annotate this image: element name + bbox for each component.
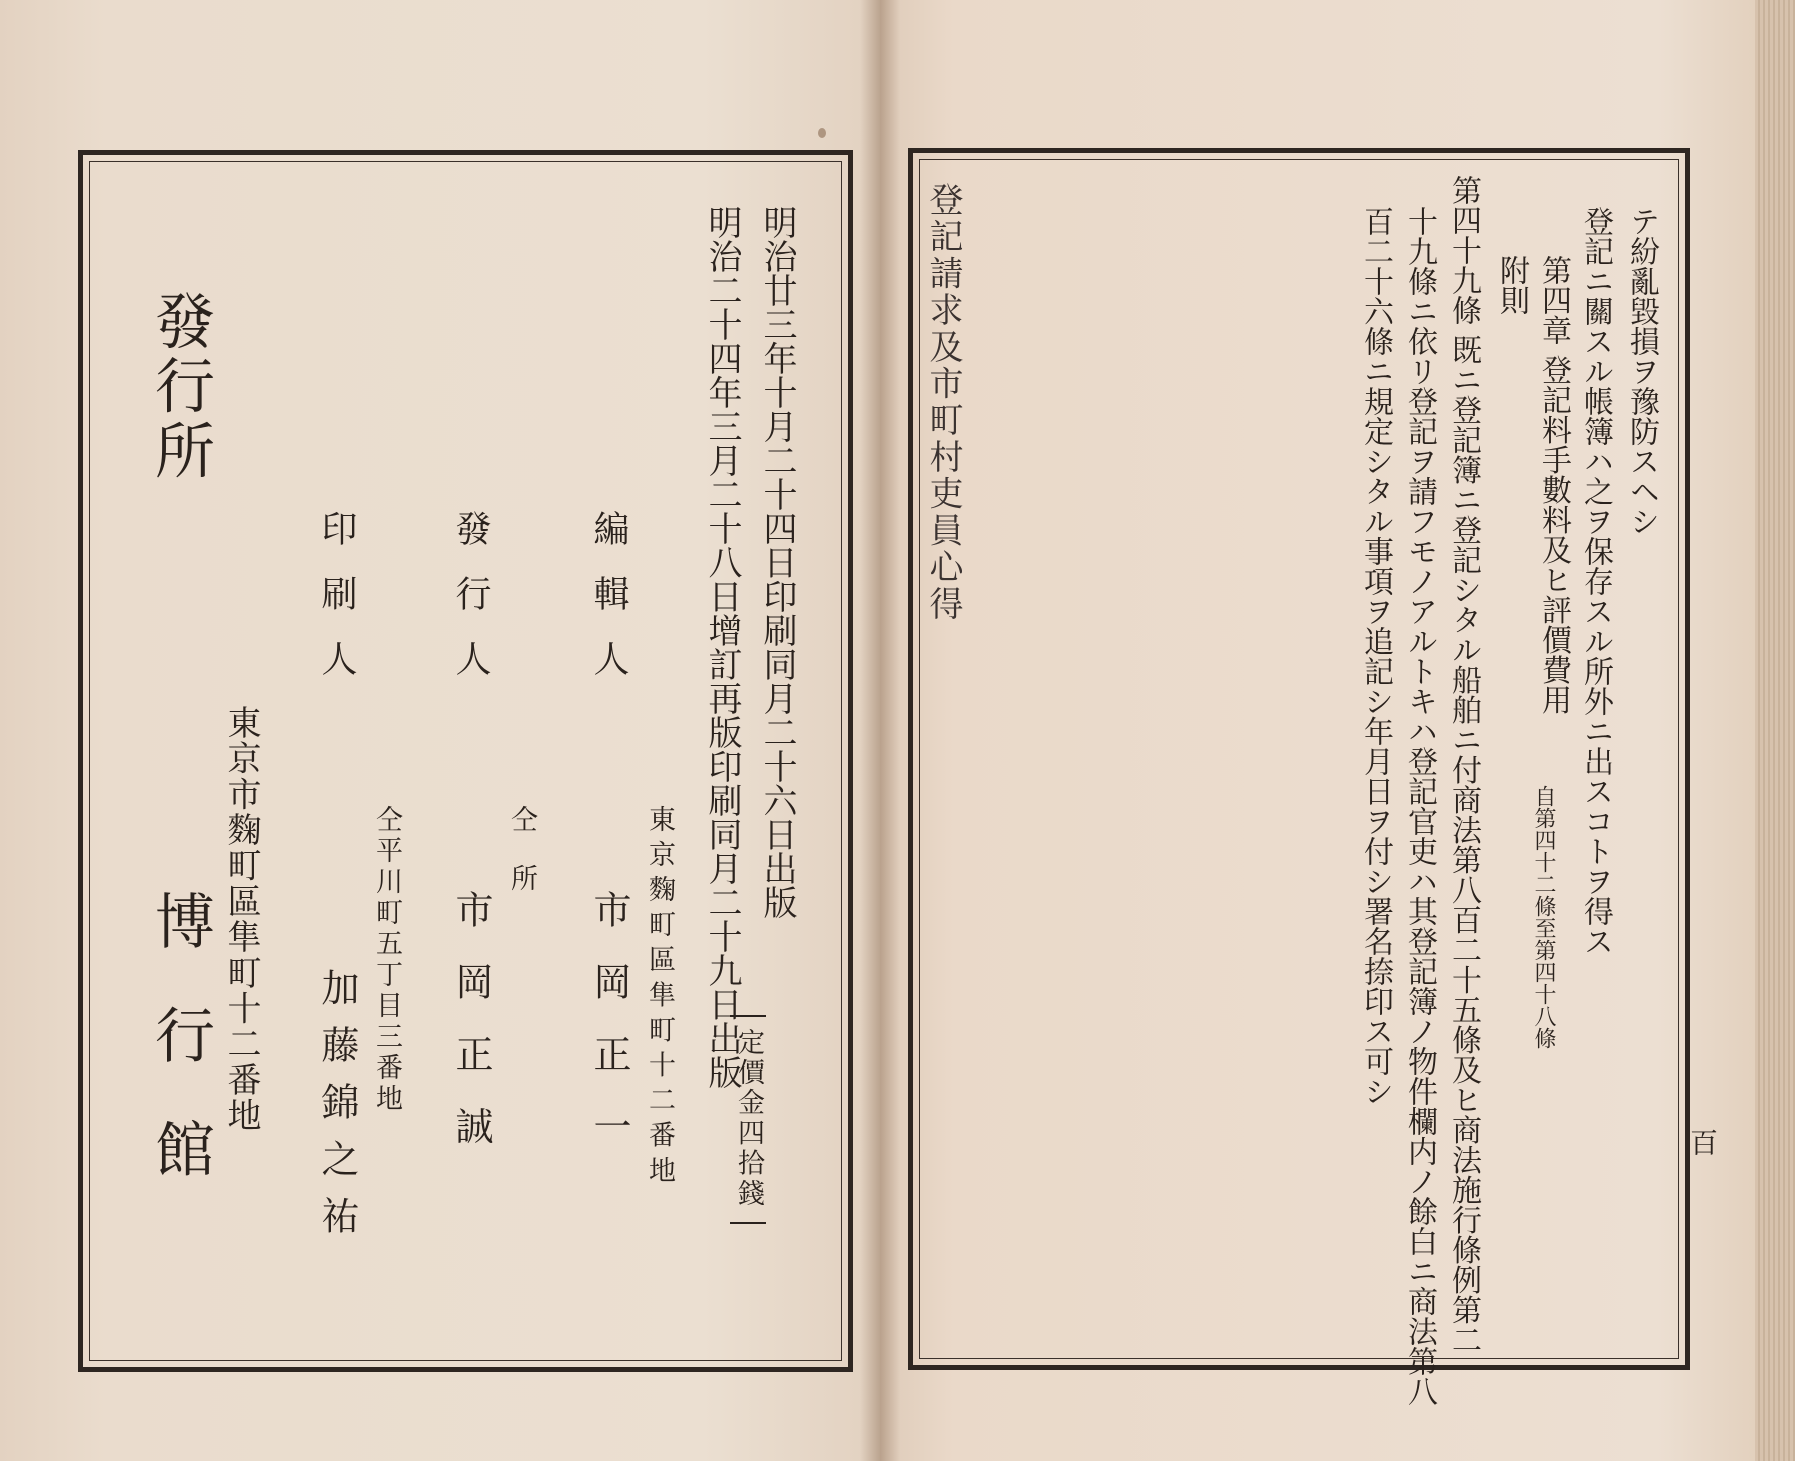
publisher-name: 市岡正誠 [449,890,493,1179]
running-header: 登記請求及市町村吏員心得 [923,182,963,623]
printer-role: 印刷人 [316,510,357,705]
ink-spot [818,128,826,138]
revised-edition-date: 明治二十四年三月二十八日增訂再版印刷同月二十九日出版 [702,205,742,1089]
page-edges [1755,0,1795,1461]
printer-name: 加藤錦之祐 [315,968,359,1253]
book-gutter [860,0,900,1461]
text-line-1: テ紛亂毀損ヲ豫防スヘシ [1624,206,1659,536]
page-number: 百 [1686,1128,1719,1156]
issuer-address: 東京市麴町區隼町十二番地 [221,705,261,1134]
editor-name: 市岡正一 [587,890,631,1179]
printer-address: 仝平川町五丁目三番地 [371,805,402,1116]
chapter-heading: 第四章 登記料手數料及ヒ評價費用 [1536,255,1571,715]
appendix-heading: 附則 [1494,255,1529,315]
text-line-cont-2: 百二十六條ニ規定シタル事項ヲ追記シ年月日ヲ付シ署名捺印ス可シ [1358,206,1393,1106]
issuer-name: 博行館 [145,890,215,1232]
publisher-role: 發行人 [450,510,491,705]
first-edition-date: 明治廿三年十月二十四日印刷同月二十六日出版 [757,205,797,919]
editor-address: 東京麴町區隼町十二番地 [644,805,675,1192]
editor-role: 編輯人 [588,510,629,705]
chapter-note: 自第四十二條至第四十八條 [1531,785,1556,1049]
price: 定價金四拾錢 [733,1028,764,1210]
text-line-2: 登記ニ關スル帳簿ハ之ヲ保存スル所外ニ出スコトヲ得ス [1578,206,1613,956]
text-frame [908,148,1690,1370]
publisher-address: 仝所 [506,805,537,924]
text-line-article: 第四十九條 既ニ登記簿ニ登記シタル船舶ニ付商法第八百二十五條及ヒ商法施行條例第二 [1446,175,1481,1355]
text-line-cont-1: 十九條ニ依リ登記ヲ請フモノアルトキハ登記官吏ハ其登記簿ノ物件欄内ノ餘白ニ商法第八 [1402,206,1437,1406]
issuer-label: 發行所 [145,290,215,485]
